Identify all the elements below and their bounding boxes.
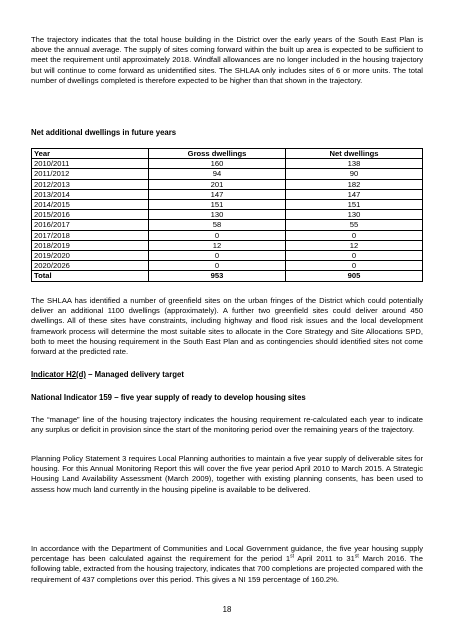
cell-year: 2018/2019	[32, 240, 149, 250]
table-row	[32, 210, 423, 220]
cell-year: 2020/2026	[32, 261, 149, 271]
cell-gross: 0	[149, 261, 286, 271]
indicator-heading	[31, 370, 184, 379]
cell-gross: 0	[149, 230, 286, 240]
cell-net: 0	[286, 251, 423, 261]
indicator-heading-code: Indicator H2(d)	[31, 370, 87, 379]
cell-total-gross: 953	[149, 271, 286, 281]
cell-gross: 201	[149, 179, 286, 189]
dclg-text-part2: April 2011 to 31	[293, 554, 355, 564]
cell-net: 90	[286, 169, 423, 179]
column-header-gross: Gross dwellings	[149, 149, 286, 159]
ordinal-suffix: st	[290, 553, 294, 560]
cell-net: 130	[286, 210, 423, 220]
trajectory-paragraph: The trajectory indicates that the total house building in the District over the early years of the South East Plan is above the annual average. The supply of sites coming forward within the built up area is expected to be sufficient to meet the requirement until approximately 2018. Windfall allowances are no longer included in the housing trajectory but will continue to come forward as unidentified sites. The SHLAA only includes sites of 6 or more units. The total number of dwellings completed is therefore expected to be higher than that shown in the trajectory.	[31, 35, 423, 85]
table-row	[32, 261, 423, 271]
table-row	[32, 220, 423, 230]
table-row	[32, 200, 423, 210]
cell-gross: 0	[149, 251, 286, 261]
cell-net: 147	[286, 189, 423, 199]
cell-gross: 160	[149, 159, 286, 169]
cell-year: 2014/2015	[32, 200, 149, 210]
cell-gross: 130	[149, 210, 286, 220]
cell-year: 2017/2018	[32, 230, 149, 240]
column-header-year: Year	[32, 149, 149, 159]
cell-year: 2015/2016	[32, 210, 149, 220]
cell-gross: 147	[149, 189, 286, 199]
greenfield-paragraph: The SHLAA has identified a number of greenfield sites on the urban fringes of the District which could potentially deliver an additional 1100 dwellings (approximately). A further two greenfield sites could deliver around 450 dwellings. All of these sites have constraints, including highway and flood risk issues and the local development framework process will determine the most suitable sites to allocate in the Core Strategy and Site Allocations SPD, both to meet the housing requirement in the South East Plan and as contingencies should identified sites not come forward at the predicted rate.	[31, 296, 423, 357]
dclg-paragraph	[31, 544, 423, 585]
cell-year: 2010/2011	[32, 159, 149, 169]
cell-gross: 12	[149, 240, 286, 250]
column-header-net: Net dwellings	[286, 149, 423, 159]
pps3-paragraph: Planning Policy Statement 3 requires Local Planning authorities to maintain a five year supply of deliverable sites for housing. For this Annual Monitoring Report this will cover the five year period April 2010 to March 2015. A Strategic Housing Land Availability Assessment (March 2009), together with existing planning consents, has been used to assess how much land currently in the housing pipeline is available to be delivered.	[31, 454, 423, 494]
cell-net: 151	[286, 200, 423, 210]
table-row	[32, 240, 423, 250]
cell-net: 0	[286, 230, 423, 240]
cell-year: 2012/2013	[32, 179, 149, 189]
page-number: 18	[222, 605, 232, 614]
table-row	[32, 169, 423, 179]
ordinal-suffix: st	[354, 553, 359, 560]
cell-total-label: Total	[32, 271, 149, 281]
cell-net: 138	[286, 159, 423, 169]
dclg-text-part1: In accordance with the Department of Communities and Local Government guidance, the five year housing supply percentage has been calculated against the requirement for the period 1	[31, 544, 423, 564]
cell-year: 2019/2020	[32, 251, 149, 261]
cell-gross: 151	[149, 200, 286, 210]
table-title: Net additional dwellings in future years	[31, 128, 177, 137]
table-header-row	[32, 149, 423, 159]
cell-gross: 94	[149, 169, 286, 179]
cell-net: 12	[286, 240, 423, 250]
table-total-row	[32, 271, 423, 281]
cell-gross: 58	[149, 220, 286, 230]
indicator-heading-suffix: – Managed delivery target	[86, 370, 184, 379]
cell-year: 2016/2017	[32, 220, 149, 230]
table-row	[32, 189, 423, 199]
table-row	[32, 179, 423, 189]
table-row	[32, 230, 423, 240]
cell-net: 0	[286, 261, 423, 271]
manage-line-paragraph: The “manage” line of the housing trajectory indicates the housing requirement re-calculated each year to indicate any surplus or deficit in provision since the start of the monitoring period over the remaining years of the trajectory.	[31, 415, 423, 435]
cell-year: 2011/2012	[32, 169, 149, 179]
table-row	[32, 159, 423, 169]
dclg-text-part3: March 2016. The following table, extracted from the housing trajectory, indicates that 700 completions are projected compared with the requirement of 437 completions over this period. This gives a NI 159 percentage of 160.2%.	[31, 554, 423, 584]
cell-total-net: 905	[286, 271, 423, 281]
ni-heading: National Indicator 159 – five year supply of ready to develop housing sites	[31, 393, 306, 402]
cell-net: 55	[286, 220, 423, 230]
cell-year: 2013/2014	[32, 189, 149, 199]
cell-net: 182	[286, 179, 423, 189]
dwellings-table	[31, 148, 423, 282]
table-row	[32, 251, 423, 261]
